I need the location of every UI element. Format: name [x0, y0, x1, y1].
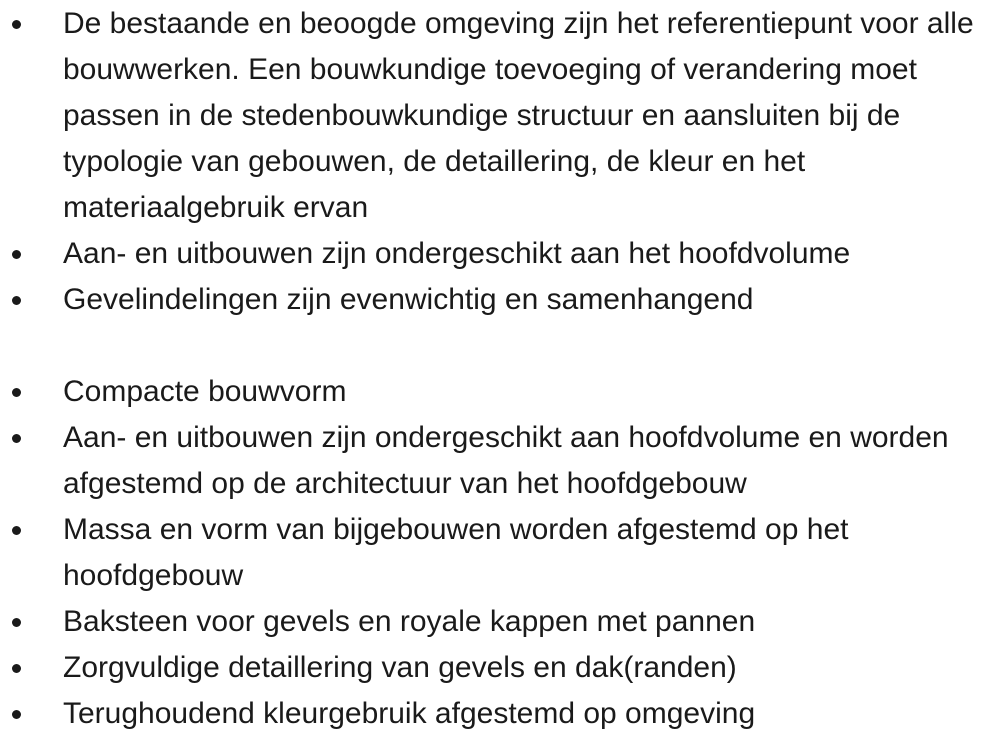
bullet-groups [0, 1, 990, 737]
text-line: Baksteen voor gevels en royale kappen met pannen [63, 605, 756, 638]
text-line: Terughoudend kleurgebruik afgestemd op omgeving [63, 697, 756, 730]
list-item-text [63, 507, 990, 599]
bullet-icon [12, 434, 21, 443]
list-item [0, 645, 990, 691]
text-line: hoofdgebouw [63, 559, 244, 592]
list-item [0, 277, 990, 323]
text-line: Massa en vorm van bijgebouwen worden afgestemd op het [63, 513, 849, 546]
text-line: passen in de stedenbouwkundige structuur en aansluiten bij de [63, 99, 901, 132]
text-line: bouwwerken. Een bouwkundige toevoeging of verandering moet [63, 53, 917, 86]
text-line: Zorgvuldige detaillering van gevels en dak(randen) [63, 651, 737, 684]
bullet-icon [12, 710, 21, 719]
text-line: Aan- en uitbouwen zijn ondergeschikt aan het hoofdvolume [63, 237, 851, 270]
bullet-icon [12, 664, 21, 673]
list-item-text [63, 369, 990, 415]
list-item-text [63, 415, 990, 507]
list-item [0, 415, 990, 507]
bullet-list [0, 1, 990, 323]
text-line: materiaalgebruik ervan [63, 191, 369, 224]
bullet-icon [12, 526, 21, 535]
bullet-icon [12, 20, 21, 29]
text-line: Compacte bouwvorm [63, 375, 347, 408]
bullet-icon [12, 388, 21, 397]
list-item [0, 1, 990, 231]
list-item-text [63, 645, 990, 691]
text-line: Aan- en uitbouwen zijn ondergeschikt aan hoofdvolume en worden [63, 421, 949, 454]
list-item [0, 599, 990, 645]
text-line: afgestemd op de architectuur van het hoofdgebouw [63, 467, 747, 500]
list-item-text [63, 231, 990, 277]
bullet-icon [12, 618, 21, 627]
text-line: typologie van gebouwen, de detaillering, de kleur en het [63, 145, 806, 178]
list-item [0, 691, 990, 737]
list-item-text [63, 277, 990, 323]
text-line: Gevelindelingen zijn evenwichtig en samenhangend [63, 283, 754, 316]
bullet-icon [12, 250, 21, 259]
text-line: De bestaande en beoogde omgeving zijn het referentiepunt voor alle [63, 7, 974, 40]
list-item-text [63, 691, 990, 737]
bullet-list [0, 369, 990, 737]
bullet-icon [12, 296, 21, 305]
list-item-text [63, 1, 990, 231]
list-item [0, 369, 990, 415]
list-item [0, 231, 990, 277]
list-item [0, 507, 990, 599]
list-item-text [63, 599, 990, 645]
